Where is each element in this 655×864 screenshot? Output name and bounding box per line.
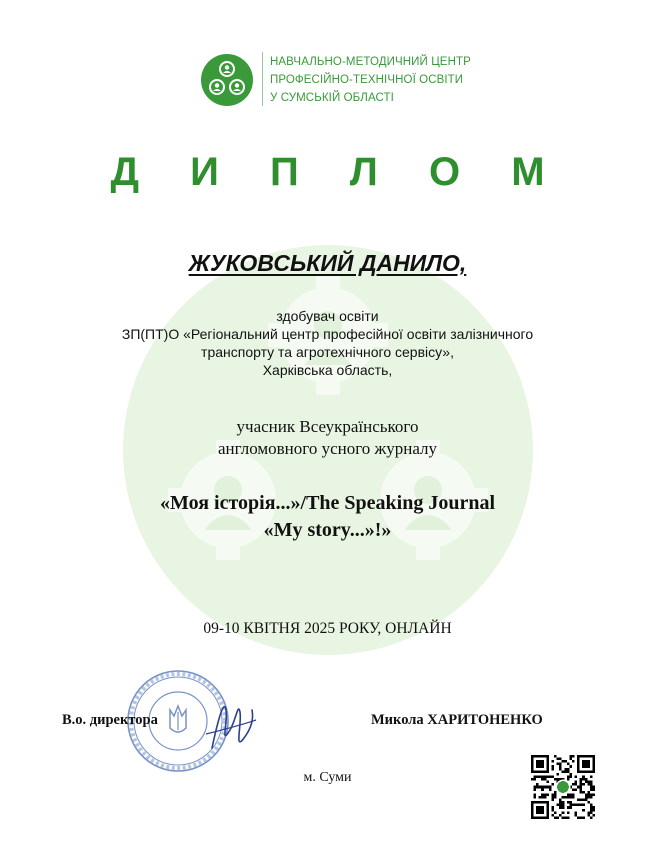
project-title-line: «My story...»!» bbox=[263, 519, 392, 541]
project-title-line: «Моя історія...»/The Speaking Journal bbox=[159, 492, 496, 514]
participation-line: англомовного усного журналу bbox=[217, 439, 438, 458]
header-divider bbox=[262, 52, 263, 106]
recipient-info-line: здобувач освіти bbox=[276, 308, 379, 324]
diploma-title: Д И П Л О М bbox=[110, 150, 565, 194]
organization-name bbox=[270, 53, 471, 107]
people-gears-icon bbox=[201, 54, 253, 106]
participation-line: учасник Всеукраїнського bbox=[236, 417, 419, 436]
recipient-info-line: Харківська область, bbox=[262, 362, 393, 378]
recipient-info bbox=[60, 307, 595, 379]
director-label: В.о. директора bbox=[62, 712, 158, 728]
director-signature bbox=[200, 690, 260, 760]
project-title bbox=[60, 490, 595, 544]
city: м. Суми bbox=[303, 770, 352, 785]
recipient-name: ЖУКОВСЬКИЙ ДАНИЛО, bbox=[188, 250, 467, 276]
participation-text bbox=[60, 416, 595, 460]
watermark-emblem bbox=[118, 240, 538, 680]
org-line: НАВЧАЛЬНО-МЕТОДИЧНИЙ ЦЕНТР bbox=[270, 56, 471, 68]
recipient-info-line: ЗП(ПТ)О «Регіональний центр професійної освіти залізничного bbox=[121, 326, 534, 342]
org-line: У СУМСЬКІЙ ОБЛАСТІ bbox=[270, 92, 394, 104]
event-date: 09-10 КВІТНЯ 2025 РОКУ, ОНЛАЙН bbox=[203, 620, 452, 637]
qr-code[interactable] bbox=[531, 755, 595, 819]
director-name: Микола ХАРИТОНЕНКО bbox=[371, 712, 543, 728]
recipient-info-line: транспорту та агротехнічного сервісу», bbox=[201, 344, 454, 360]
org-line: ПРОФЕСІЙНО-ТЕХНІЧНОЇ ОСВІТИ bbox=[270, 74, 464, 86]
